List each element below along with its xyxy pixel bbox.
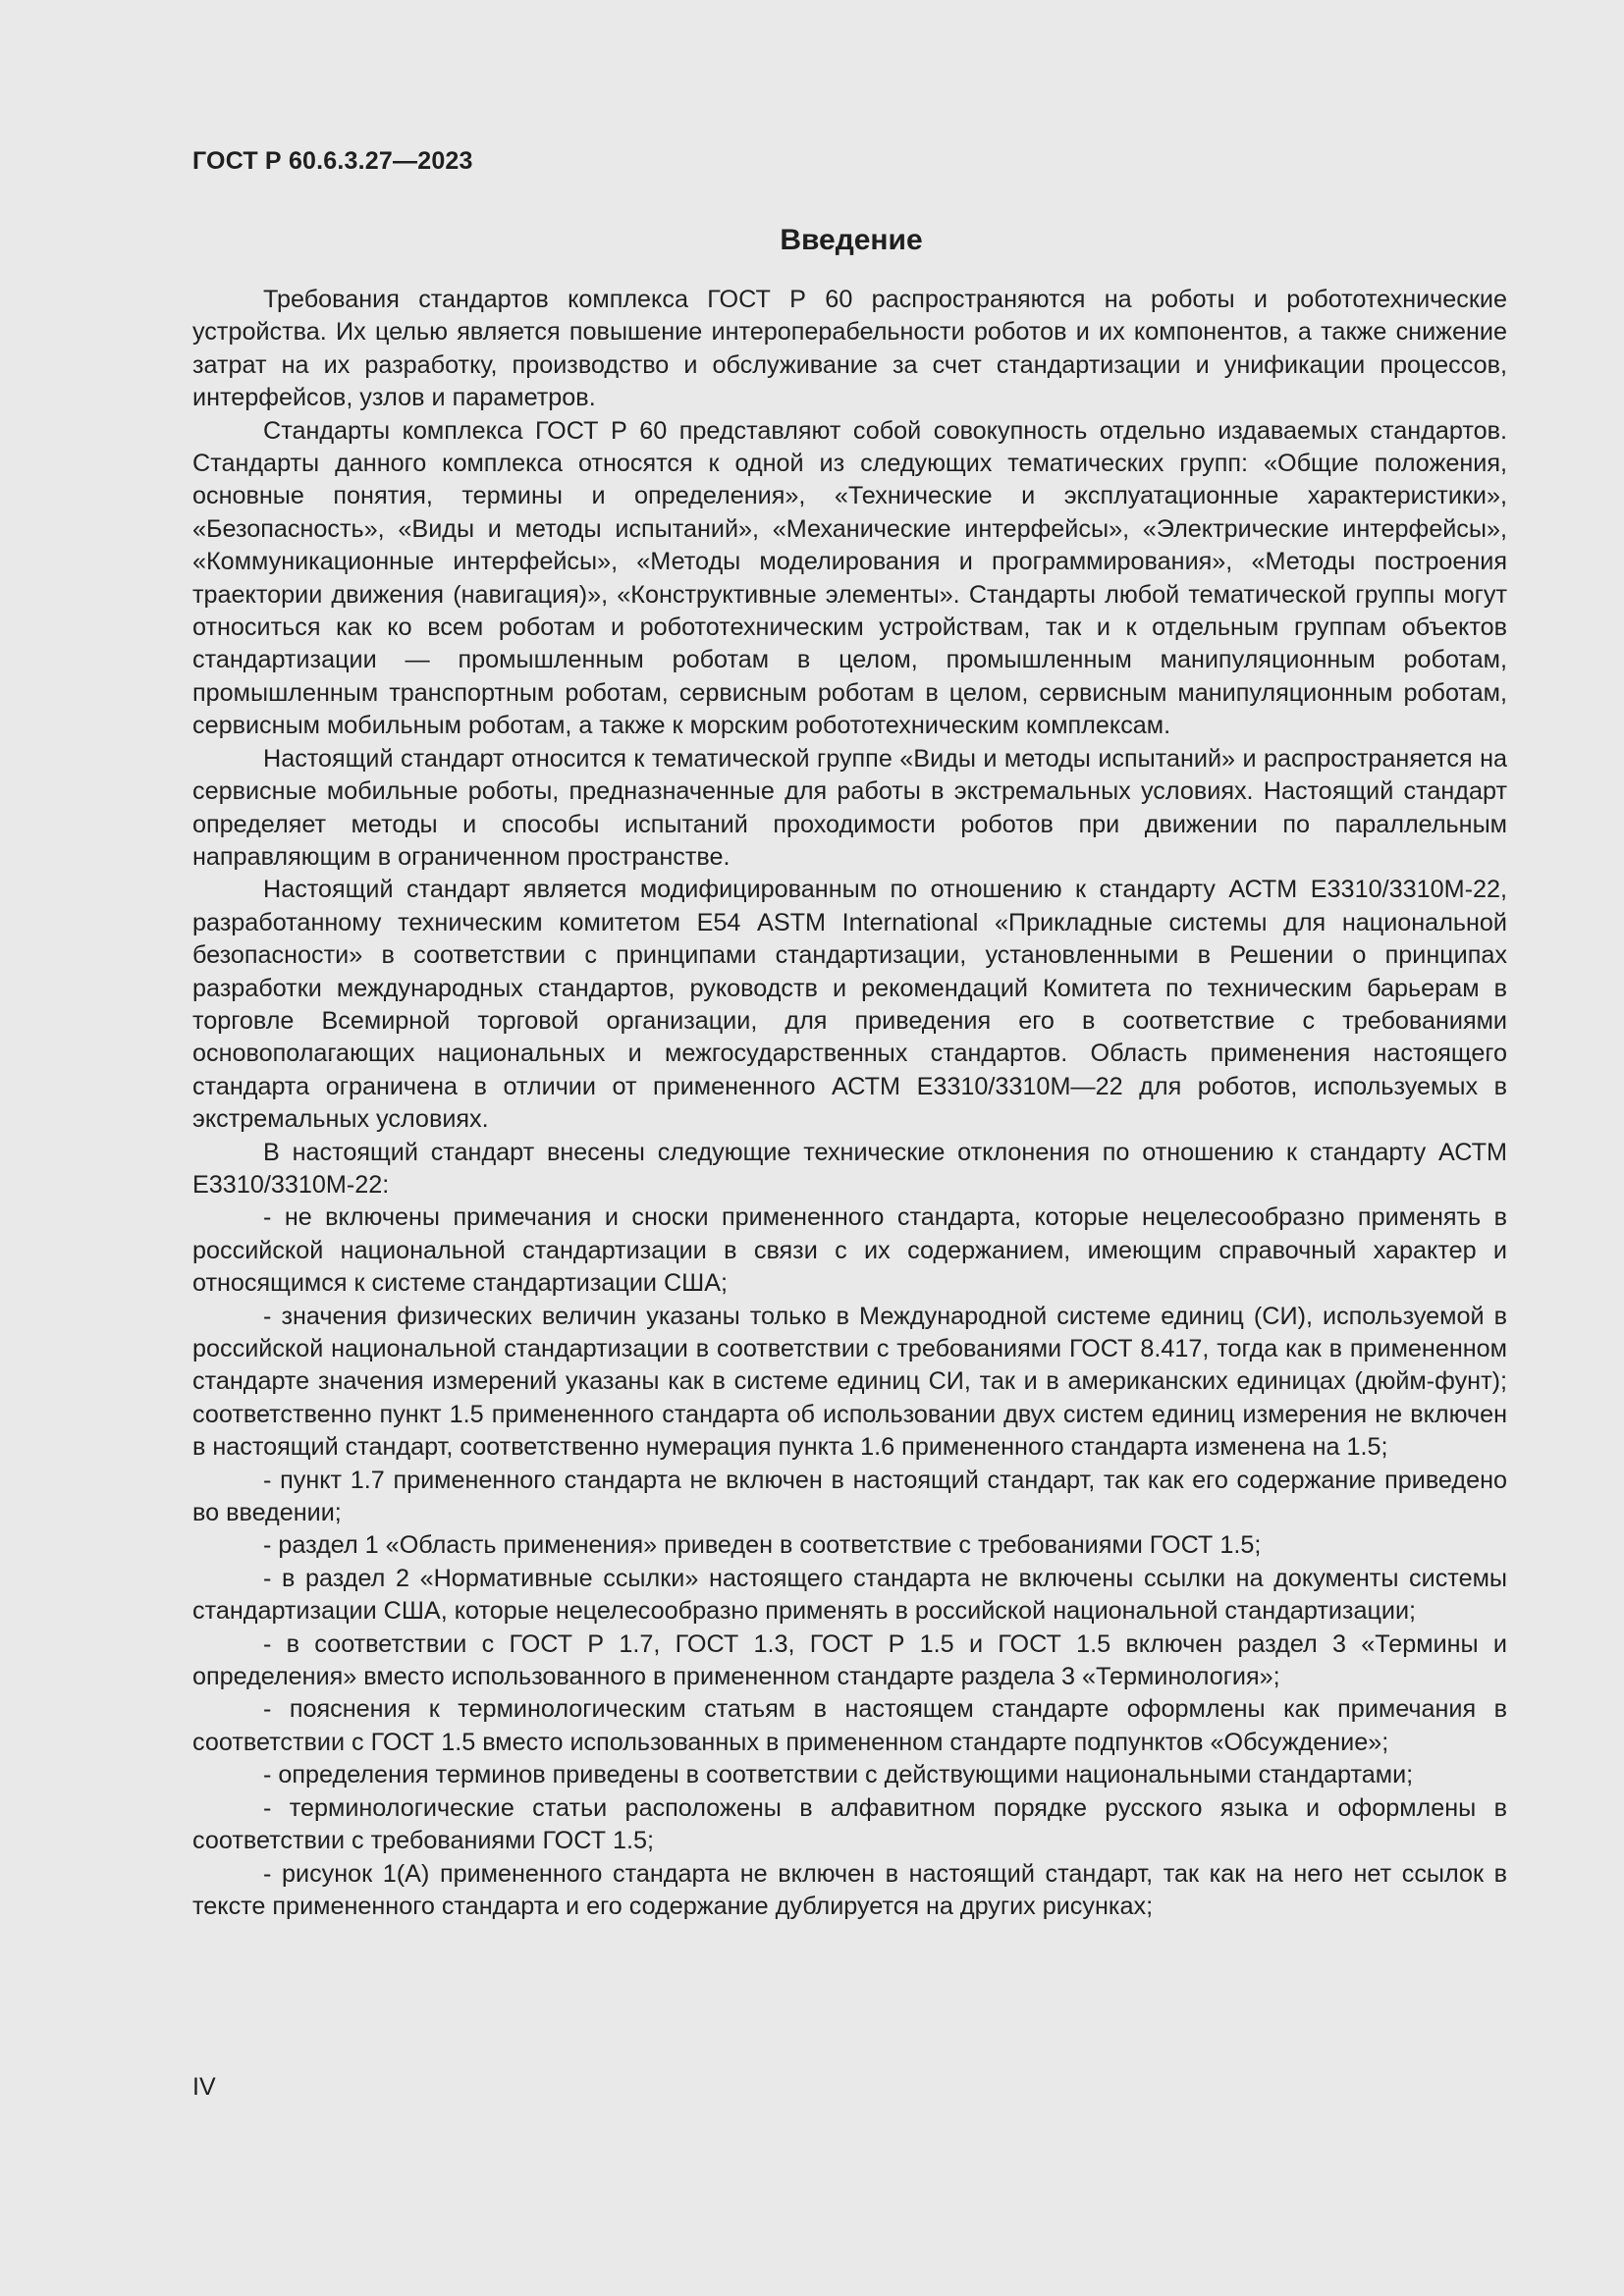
list-item: - в соответствии с ГОСТ Р 1.7, ГОСТ 1.3, ГОСТ Р 1.5 и ГОСТ 1.5 включен раздел 3 «Термины и определения» вместо использованного в примененном стандарте раздела 3 «Терминология»; <box>192 1629 1507 1691</box>
paragraph: Стандарты комплекса ГОСТ Р 60 представляют собой совокупность отдельно издаваемых стандартов. Стандарты данного комплекса относятся к одной из следующих тематических групп: «Общие положения, основные понятия, термины и определения», «Технические и эксплуатационные характеристики», «Безопасность», «Виды и методы испытаний», «Механические интерфейсы», «Электрические интерфейсы», «Коммуникационные интерфейсы», «Методы моделирования и программирования», «Методы построения траектории движения (навигация)», «Конструктивные элементы». Стандарты любой тематической группы могут относиться как ко всем роботам и робототехническим устройствам, так и к отдельным группам объектов стандартизации — промышленным роботам в целом, промышленным манипуляционным роботам, промышленным транспортным роботам, сервисным роботам в целом, сервисным манипуляционным роботам, сервисным мобильным роботам, а также к морским робототехническим комплексам. <box>192 416 1507 740</box>
list-item: - раздел 1 «Область применения» приведен в соответствие с требованиями ГОСТ 1.5; <box>263 1531 1262 1560</box>
list-item: - пункт 1.7 примененного стандарта не включен в настоящий стандарт, так как его содержание приведено во введении; <box>192 1466 1507 1527</box>
list-item: - определения терминов приведены в соответствии с действующими национальными стандартами; <box>263 1761 1414 1789</box>
body-text <box>192 284 1507 1923</box>
list-item: - пояснения к терминологическим статьям в настоящем стандарте оформлены как примечания в соответствии с ГОСТ 1.5 вместо использованных в примененном стандарте подпунктов «Обсуждение»; <box>192 1695 1507 1756</box>
list-item: - значения физических величин указаны только в Международной системе единиц (СИ), используемой в российской национальной стандартизации в соответствии с требованиями ГОСТ 8.417, тогда как в примененном стандарте значения измерений указаны как в системе единиц СИ, так и в американских единицах (дюйм-фунт); соответственно пункт 1.5 примененного стандарта об использовании двух систем единиц измерения не включен в настоящий стандарт, соответственно нумерация пункта 1.6 примененного стандарта изменена на 1.5; <box>192 1302 1507 1462</box>
list-item: - не включены примечания и сноски примененного стандарта, которые нецелесообразно применять в российской национальной стандартизации в связи с их содержанием, имеющим справочный характер и относящимся к системе стандартизации США; <box>192 1203 1507 1298</box>
list-item: - в раздел 2 «Нормативные ссылки» настоящего стандарта не включены ссылки на документы системы стандартизации США, которые нецелесообразно применять в российской национальной стандартизации; <box>192 1564 1507 1626</box>
section-title: Введение <box>780 224 923 256</box>
paragraph: Настоящий стандарт относится к тематической группе «Виды и методы испытаний» и распространяется на сервисные мобильные роботы, предназначенные для работы в экстремальных условиях. Настоящий стандарт определяет методы и способы испытаний проходимости роботов при движении по параллельным направляющим в ограниченном пространстве. <box>192 744 1507 871</box>
list-item: - рисунок 1(А) примененного стандарта не включен в настоящий стандарт, так как на него нет ссылок в тексте примененного стандарта и его содержание дублируется на других рисунках; <box>192 1859 1507 1920</box>
list-item: - терминологические статьи расположены в алфавитном порядке русского языка и оформлены в соответствии с требованиями ГОСТ 1.5; <box>192 1793 1507 1855</box>
paragraph: В настоящий стандарт внесены следующие технические отклонения по отношению к стандарту АСТМ Е3310/3310М-22: <box>192 1138 1507 1199</box>
paragraph: Настоящий стандарт является модифицированным по отношению к стандарту АСТМ Е3310/3310М-22, разработанному техническим комитетом Е54 ASTM International «Прикладные системы для национальной безопасности» в соответствии с принципами стандартизации, установленными в Решении о принципах разработки международных стандартов, руководств и рекомендаций Комитета по техническим барьерам в торговле Всемирной торговой организации, для приведения его в соответствие с требованиями основополагающих национальных и межгосударственных стандартов. Область применения настоящего стандарта ограничена в отличии от примененного АСТМ Е3310/3310М—22 для роботов, используемых в экстремальных условиях. <box>192 876 1507 1134</box>
paragraph: Требования стандартов комплекса ГОСТ Р 60 распространяются на роботы и робототехнические устройства. Их целью является повышение интероперабельности роботов и их компонентов, а также снижение затрат на их разработку, производство и обслуживание за счет стандартизации и унификации процессов, интерфейсов, узлов и параметров. <box>192 286 1507 412</box>
page-number: IV <box>192 2073 216 2101</box>
document-id-header: ГОСТ Р 60.6.3.27—2023 <box>192 147 473 175</box>
